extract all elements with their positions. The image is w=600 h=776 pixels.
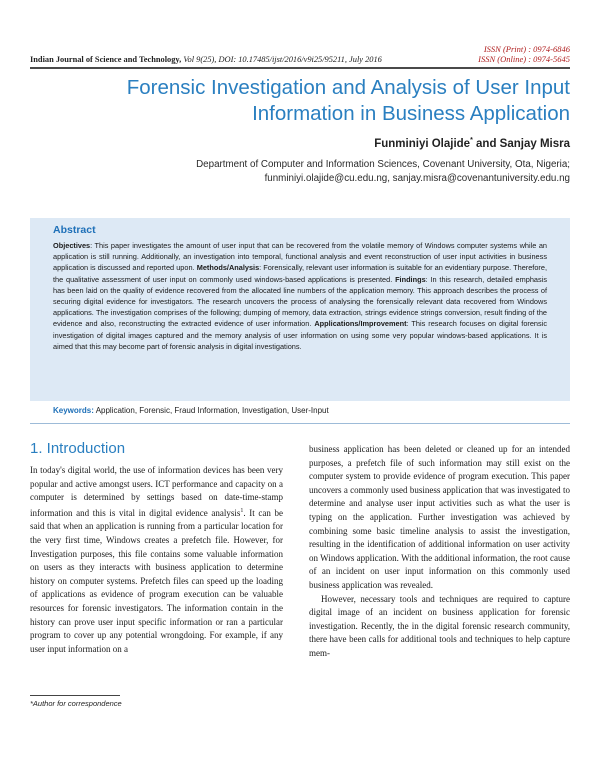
- affiliation: [196, 158, 570, 186]
- applications-label: Applications/Improvement: [314, 319, 407, 329]
- citation-ref: 1: [240, 507, 244, 514]
- title-line-2: Information in Business Application: [252, 102, 570, 125]
- findings-label: Findings: [395, 274, 426, 284]
- footnote-rule: [30, 695, 120, 696]
- footnote: *Author for correspondence: [30, 699, 122, 708]
- header-rule: [30, 67, 570, 69]
- affiliation-emails: funminiyi.olajide@cu.edu.ng, sanjay.misra@covenantuniversity.edu.ng: [264, 173, 570, 184]
- right-column: [309, 443, 570, 661]
- issn-print: ISSN (Print) : 0974-6846: [483, 44, 570, 54]
- left-column: [30, 464, 283, 656]
- applications-text: : This research focuses on digital forensic investigation of digital images captured and the memory analysis of user information on using some very popular windows-based applications. It is aimed that this may become part of forensic analysis in digital investigations.: [53, 319, 547, 351]
- abstract-heading: Abstract: [53, 224, 96, 236]
- issn-online: ISSN (Online) : 0974-5645: [478, 54, 570, 64]
- intro-p1-part-a: In today's digital world, the use of information devices has been very popular and active amongst users. ICT performance and capacity on a computer is determined by settings based on date-time-stamp information and this is vital in digital evidence analysis: [30, 465, 283, 518]
- author-2: and Sanjay Misra: [476, 137, 570, 150]
- intro-paragraph-1: [30, 464, 283, 656]
- issn-block: [478, 44, 570, 64]
- keywords-text: Application, Forensic, Fraud Information, Investigation, User-Input: [95, 406, 329, 415]
- intro-paragraph-3: However, necessary tools and techniques are required to capture digital image of an incident on business application for forensic investigation. Recently, the in the digital forensic research community, there have been calls for additional tools and techniques to help capture mem-: [309, 593, 570, 658]
- objectives-label: Objectives: [53, 241, 91, 250]
- corresponding-marker: *: [470, 137, 473, 144]
- abstract-text: [53, 240, 547, 352]
- keywords-label: Keywords:: [53, 406, 94, 415]
- affiliation-line-1: Department of Computer and Information Sciences, Covenant University, Ota, Nigeria;: [196, 159, 570, 170]
- keywords-rule: [30, 423, 570, 424]
- author-1: Funminiyi Olajide: [374, 137, 471, 150]
- journal-line: [30, 55, 382, 64]
- keywords: [53, 406, 570, 415]
- abstract-box: [30, 218, 570, 401]
- authors: [374, 137, 570, 150]
- intro-paragraph-2: business application has been deleted or cleaned up for an intended purposes, a prefetch file of such information may still exist on the computer system to provide evidence of program execution. This paper uncovers a commonly used business application that was investigated to determine and analyse user input activities such as what the user is typing on the application. Further investigation was achieved by combining some basic timeline analysis to assist the investigation, resulting in the identification of additional information on user activity on Windows application. With the additional information, the root cause of an incident on user input information on this commonly used business application was revealed.: [309, 444, 570, 590]
- paper-title: [30, 75, 570, 127]
- intro-p1-part-b: . It can be said that when an application is running from a particular location for the very first time, Windows creates a prefetch file. However, for Investigation purposes, this file contains some valuable information on users as they interacts with business application to determine history on computer systems. Prefetch files can speed up the loading of applications as evidence of program execution can be valuable resources for forensic investigators. The information contain in the history can prove user input specific information or ran a particular program to cover up any potential wrongdoing. For example, if any user input information on a: [30, 507, 283, 654]
- journal-details: Vol 9(25), DOI: 10.17485/ijst/2016/v9i25/95211, July 2016: [183, 55, 382, 64]
- findings-text: : In this research, detailed emphasis has been laid on the quality of evidence recovered from the allocated line numbers of the application memory. This approach describes the process of securing digital evidence for investigators. The research uncovers the process of analysing the forensically relevant data recovered from Windows applications. The investigation comprises of the following; dumping of memory, data extraction, strings evidence strings conversion, result finding of the evidence and also, reconstructing the extracted evidence of user information.: [53, 274, 547, 329]
- objectives-text: : This paper investigates the amount of user input that can be recovered from the volatile memory of Windows computer systems while an application is still running. Additionally, an investigation into temporal, functional analysis and event reconstruction of user input activities in business application is discussed and reported upon.: [53, 241, 547, 273]
- section-heading-introduction: 1. Introduction: [30, 440, 126, 457]
- methods-text: : Forensically, relevant user information is suitable for an evidentiary purpose. Therefore, the qualitative assessment of user input on commonly used windows-based applications is presented.: [53, 263, 548, 284]
- methods-label: Methods/Analysis: [196, 263, 260, 273]
- journal-name: Indian Journal of Science and Technology,: [30, 55, 182, 64]
- title-line-1: Forensic Investigation and Analysis of User Input: [126, 76, 570, 99]
